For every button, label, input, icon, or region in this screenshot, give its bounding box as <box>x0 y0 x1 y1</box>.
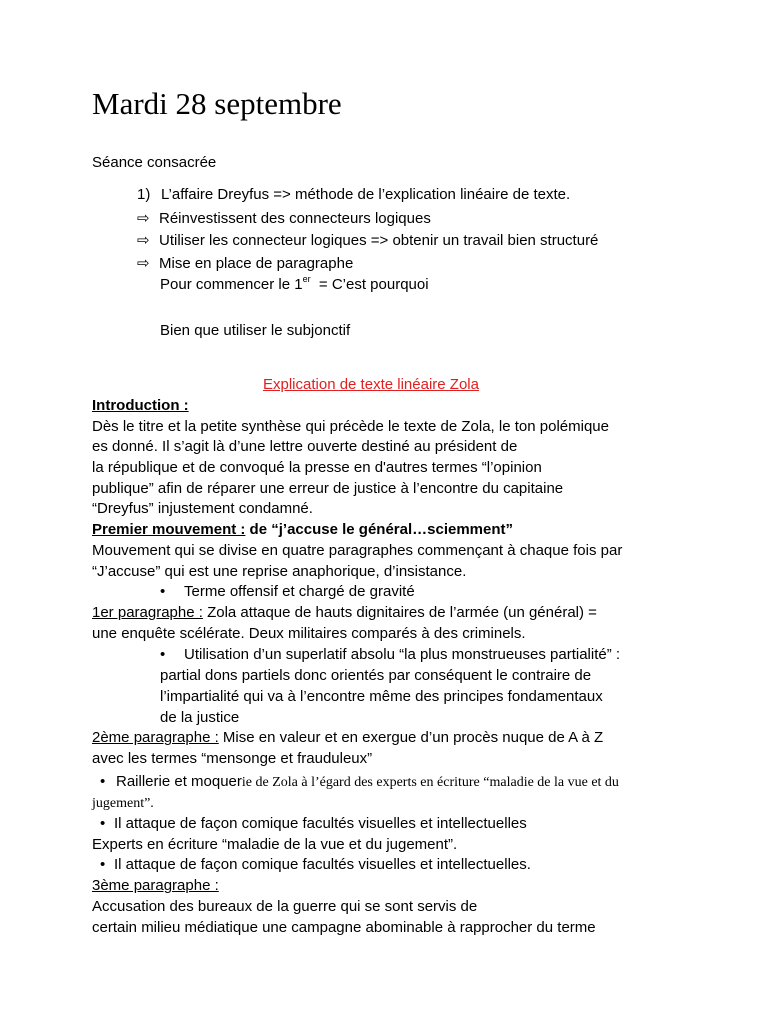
arrow-item-text: Réinvestissent des connecteurs logiques <box>159 210 431 227</box>
p1-line: une enquête scélérate. Deux militaires comparés à des criminels. <box>92 625 526 642</box>
bullet-text: Terme offensif et chargé de gravité <box>184 583 415 600</box>
pour-commencer-rest: = C’est pourquoi <box>310 276 429 293</box>
arrow-item <box>137 254 353 272</box>
introduction-heading: Introduction : <box>92 397 189 414</box>
p3-line: certain milieu médiatique une campagne abominable à rapprocher du terme <box>92 919 596 936</box>
arrow-item <box>137 231 598 249</box>
item-text: L’affaire Dreyfus => méthode de l’explication linéaire de texte. <box>161 186 571 203</box>
introduction-line: la république et de convoqué la presse en d'autres termes “l’opinion <box>92 459 542 476</box>
raillerie-line <box>100 773 619 791</box>
p3-line: Accusation des bureaux de la guerre qui se sont servis de <box>92 898 478 915</box>
bullet-text: Utilisation d’un superlatif absolu “la plus monstrueuses partialité” : <box>184 646 621 663</box>
mouvement-line: Mouvement qui se divise en quatre paragraphes commençant à chaque fois par <box>92 542 623 559</box>
attaque-line <box>100 856 531 873</box>
jugement-line: jugement”. <box>92 796 154 811</box>
premier-mouvement-heading: Premier mouvement : <box>92 521 246 538</box>
introduction-line: Dès le titre et la petite synthèse qui précède le texte de Zola, le ton polémique <box>92 418 609 435</box>
arrow-icon: ⇨ <box>137 255 150 272</box>
attaque-text: Il attaque de façon comique facultés visuelles et intellectuelles <box>114 815 527 832</box>
bullet-item <box>160 646 620 663</box>
bullet-continuation: partial dons partiels donc orientés par conséquent le contraire de <box>160 667 592 684</box>
bullet-continuation: l’impartialité qui va à l’encontre même des principes fondamentaux <box>160 688 603 705</box>
p2-line <box>92 729 603 746</box>
raillerie-serif: ie de Zola à l’égard des experts en écriture “maladie de la vue et du <box>241 775 619 790</box>
arrow-icon: ⇨ <box>137 210 150 227</box>
arrow-item-text: Utiliser les connecteur logiques => obtenir un travail bien structuré <box>159 232 599 249</box>
bien-que-line: Bien que utiliser le subjonctif <box>160 322 351 339</box>
premier-mouvement-rest: de “j’accuse le général…sciemment” <box>245 521 514 538</box>
bullet-icon: • <box>100 773 106 790</box>
bullet-continuation: de la justice <box>160 709 240 726</box>
attaque-text: Il attaque de façon comique facultés visuelles et intellectuelles. <box>114 856 531 873</box>
premier-mouvement-line <box>92 521 513 538</box>
arrow-icon: ⇨ <box>137 232 150 249</box>
p2-heading: 2ème paragraphe : <box>92 729 219 746</box>
bullet-item <box>160 583 415 600</box>
bullet-icon: • <box>160 583 166 600</box>
bullet-icon: • <box>160 646 166 663</box>
pour-commencer-line <box>160 276 429 293</box>
introduction-line: publique” afin de réparer une erreur de justice à l’encontre du capitaine <box>92 480 564 497</box>
attaque-line <box>100 815 527 832</box>
superscript: er <box>302 274 311 284</box>
item-number: 1) <box>137 186 151 203</box>
raillerie-sans: Raillerie et moquer <box>116 773 242 790</box>
page-title: Mardi 28 septembre <box>92 86 342 121</box>
numbered-item <box>137 186 570 203</box>
introduction-line: “Dreyfus” injustement condamné. <box>92 500 313 517</box>
section-heading: Explication de texte linéaire Zola <box>263 376 479 393</box>
arrow-item-text: Mise en place de paragraphe <box>159 255 354 272</box>
pour-commencer-text: Pour commencer le 1 <box>160 276 303 293</box>
introduction-line: es donné. Il s’agit là d’une lettre ouverte destiné au président de <box>92 438 518 455</box>
p2-line: avec les termes “mensonge et frauduleux” <box>92 750 373 767</box>
p1-line <box>92 604 597 621</box>
p1-text: Zola attaque de hauts dignitaires de l’armée (un général) = <box>202 604 597 621</box>
p2-text: Mise en valeur et en exergue d’un procès nuque de A à Z <box>218 729 604 746</box>
experts-line: Experts en écriture “maladie de la vue et du jugement”. <box>92 836 458 853</box>
arrow-item <box>137 209 431 227</box>
bullet-icon: • <box>100 856 106 873</box>
bullet-icon: • <box>100 815 106 832</box>
seance-line: Séance consacrée <box>92 154 217 171</box>
mouvement-line: “J’accuse” qui est une reprise anaphorique, d’insistance. <box>92 563 467 580</box>
p1-heading: 1er paragraphe : <box>92 604 203 621</box>
p3-heading: 3ème paragraphe : <box>92 877 219 894</box>
